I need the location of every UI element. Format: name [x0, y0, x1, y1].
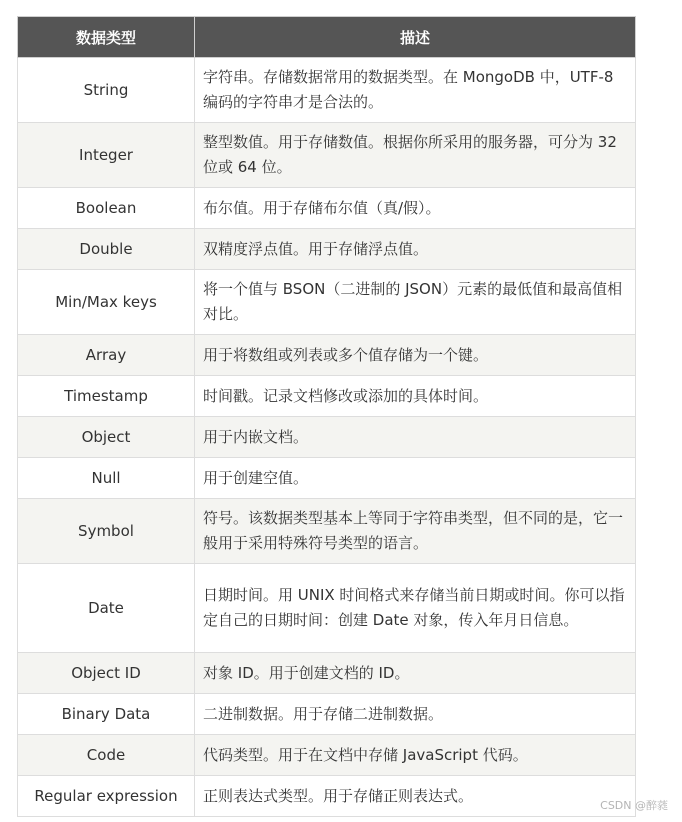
table-row: [18, 188, 636, 229]
type-cell: Integer: [18, 123, 195, 188]
type-cell: Code: [18, 735, 195, 776]
table-header-row: [18, 17, 636, 58]
table-row: [18, 417, 636, 458]
table-row: [18, 564, 636, 653]
table-row: [18, 335, 636, 376]
type-cell: String: [18, 58, 195, 123]
table-row: [18, 270, 636, 335]
type-cell: Binary Data: [18, 694, 195, 735]
description-cell: 整型数值。用于存储数值。根据你所采用的服务器，可分为 32 位或 64 位。: [195, 123, 636, 188]
table-row: [18, 735, 636, 776]
table-row: [18, 376, 636, 417]
description-cell: 符号。该数据类型基本上等同于字符串类型，但不同的是，它一般用于采用特殊符号类型的语言。: [195, 499, 636, 564]
header-data-type: 数据类型: [18, 17, 195, 58]
description-cell: 代码类型。用于在文档中存储 JavaScript 代码。: [195, 735, 636, 776]
table-row: [18, 58, 636, 123]
description-cell: 用于创建空值。: [195, 458, 636, 499]
type-cell: Symbol: [18, 499, 195, 564]
table-row: [18, 458, 636, 499]
description-cell: 字符串。存储数据常用的数据类型。在 MongoDB 中，UTF-8 编码的字符串才是合法的。: [195, 58, 636, 123]
type-cell: Double: [18, 229, 195, 270]
data-types-table-container: [17, 16, 635, 817]
type-cell: Object ID: [18, 653, 195, 694]
description-cell: 正则表达式类型。用于存储正则表达式。: [195, 776, 636, 817]
type-cell: Timestamp: [18, 376, 195, 417]
description-cell: 时间戳。记录文档修改或添加的具体时间。: [195, 376, 636, 417]
table-row: [18, 694, 636, 735]
header-description: 描述: [195, 17, 636, 58]
csdn-watermark: CSDN @醉蕤: [600, 799, 668, 812]
table-row: [18, 123, 636, 188]
type-cell: Date: [18, 564, 195, 653]
type-cell: Boolean: [18, 188, 195, 229]
table-row: [18, 229, 636, 270]
description-cell: 布尔值。用于存储布尔值（真/假）。: [195, 188, 636, 229]
description-cell: 用于内嵌文档。: [195, 417, 636, 458]
table-row: [18, 776, 636, 817]
data-types-table: [17, 16, 636, 817]
type-cell: Min/Max keys: [18, 270, 195, 335]
description-cell: 日期时间。用 UNIX 时间格式来存储当前日期或时间。你可以指定自己的日期时间：创建 Date 对象，传入年月日信息。: [195, 564, 636, 653]
description-cell: 双精度浮点值。用于存储浮点值。: [195, 229, 636, 270]
type-cell: Null: [18, 458, 195, 499]
description-cell: 用于将数组或列表或多个值存储为一个键。: [195, 335, 636, 376]
description-cell: 将一个值与 BSON（二进制的 JSON）元素的最低值和最高值相对比。: [195, 270, 636, 335]
table-row: [18, 499, 636, 564]
type-cell: Regular expression: [18, 776, 195, 817]
description-cell: 二进制数据。用于存储二进制数据。: [195, 694, 636, 735]
type-cell: Array: [18, 335, 195, 376]
description-cell: 对象 ID。用于创建文档的 ID。: [195, 653, 636, 694]
type-cell: Object: [18, 417, 195, 458]
table-row: [18, 653, 636, 694]
